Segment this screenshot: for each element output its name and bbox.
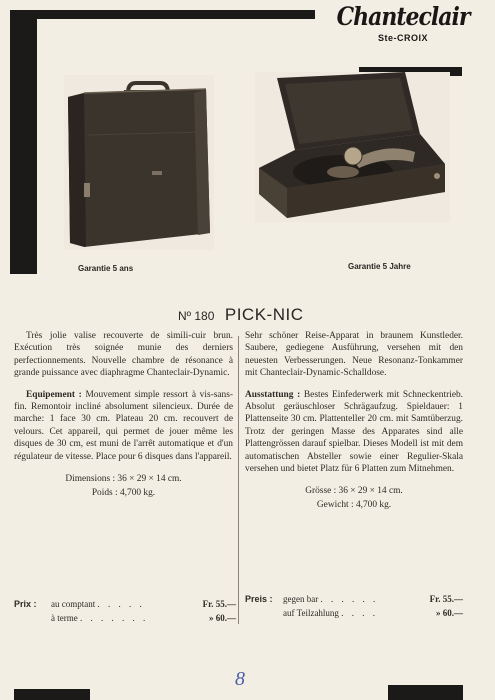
frame-bar-left [10,10,37,274]
german-column [245,330,463,512]
closed-case-photo [64,75,214,250]
brand-logo: Chanteclair [336,2,470,32]
right-photo-caption: Garantie 5 Jahre [348,262,411,271]
frame-bar-bottom-right [388,685,463,700]
product-title [178,305,303,325]
german-price-row-installment: auf Teilzahlung . . . . » 60.— [283,608,463,618]
french-price-row-installment: à terme . . . . . . . » 60.— [51,613,236,623]
model-name: PICK-NIC [224,305,304,324]
french-price-block [14,597,236,625]
column-divider [238,336,239,624]
frame-bar-bottom-left [14,689,90,700]
german-cash-price: Fr. 55.— [429,594,463,604]
german-installment-price: » 60.— [436,608,463,618]
german-price-block [245,592,463,620]
french-cash-label: au comptant [51,599,96,609]
frame-bar-top [10,10,315,19]
german-equipment-label: Ausstattung : [245,389,301,400]
german-installment-label: auf Teilzahlung [283,608,339,618]
french-installment-price: » 60.— [209,613,236,623]
german-weight: Gewicht : 4,700 kg. [316,500,392,511]
french-price-row-cash: Prix : au comptant . . . . . Fr. 55.— [14,599,236,609]
german-price-label: Preis : [245,594,273,604]
german-dimensions: Grösse : 36 × 29 × 14 cm. [305,486,403,497]
german-intro: Sehr schöner Reise-Apparat in braunem Kunstleder. Saubere, gediegene Ausführung, versehen mit den neuesten Verbesserungen. Neue Resonanz-Tonkammer mit Chanteclair-Dynamic-Schalldose. [245,331,463,379]
model-number: Nº 180 [178,309,215,323]
french-price-label: Prix : [14,599,37,609]
french-dimensions: Dimensions : 36 × 29 × 14 cm. [65,474,182,485]
german-equipment-text: Bestes Einfederwerk mit Schneckentrieb. Absolut geräuschloser Schrägaufzug. Spieldauer: 1 Plattenseite 30 cm. Plattenteller 20 cm. mit Samtüberzug. Trotz der geringen Masse des Apparates sind alle Plattengrössen darauf spielbar. Dieses Modell ist mit dem automatischen Absteller sowie einer Regulier-Skala versehen und bietet Platz für 6 Platten zum Mitnehmen. [245,389,464,475]
brand-location: Ste-CROIX [377,33,428,43]
german-cash-label: gegen bar [283,594,319,604]
open-gramophone-photo [255,72,450,222]
french-weight: Poids : 4,700 kg. [91,488,156,499]
french-installment-label: à terme [51,613,78,623]
page-number: 8 [235,668,245,690]
german-price-row-cash: Preis : gegen bar . . . . . . Fr. 55.— [245,594,463,604]
french-cash-price: Fr. 55.— [202,599,236,609]
french-intro: Très jolie valise recouverte de simili-cuir brun. Exécution très soignée munie des derniers perfectionnements. Nouvelle chambre de résonance à grande puissance avec diaphragme Chanteclair-Dynamic. [14,331,233,379]
french-column [14,330,233,500]
french-equipment-text: Mouvement simple ressort à vis-sans-fin. Remontoir incliné absolument silencieux. Durée de marche: 1 face 30 cm. Plateau 20 cm. recouvert de velours. Cet appareil, qui permet de jouer même les disques de 30 cm, est muni de l'arrêt automatique et d'un régulateur de vitesse. Place pour 6 disques dans l'appareil. [14,389,233,462]
french-equipment-label: Equipement : [26,389,82,400]
left-photo-caption: Garantie 5 ans [78,264,134,273]
brand-block [328,4,478,43]
